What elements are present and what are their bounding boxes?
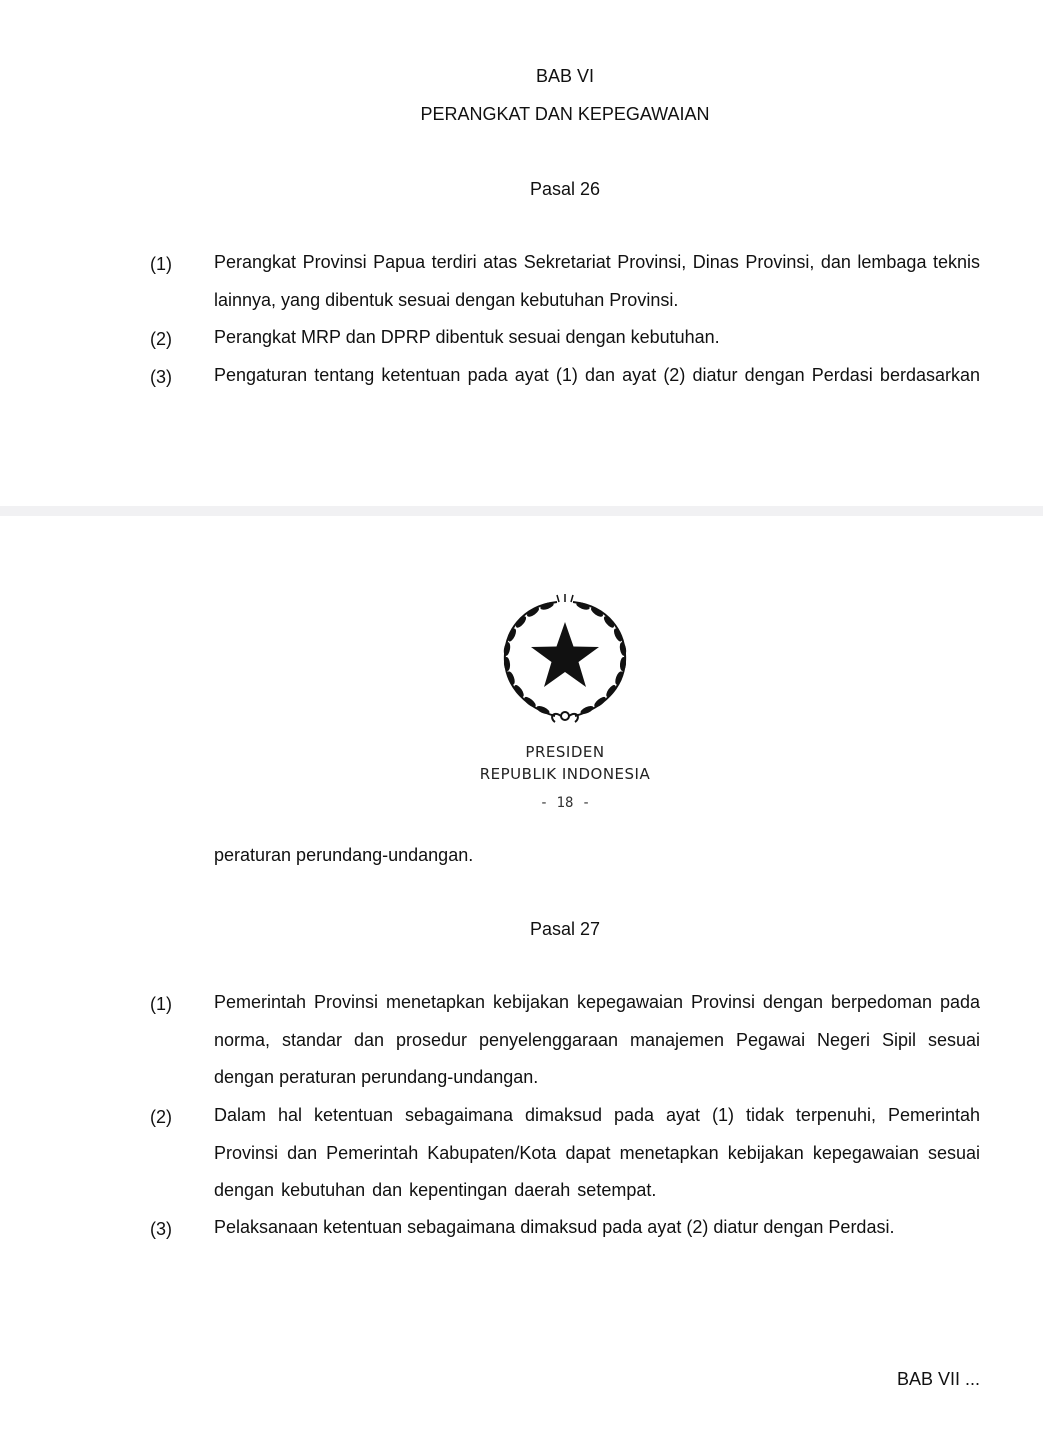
article-heading: Pasal 26 (529, 179, 601, 199)
next-chapter-reference: BAB VII ... (896, 1369, 980, 1389)
garuda-star-wreath-emblem-icon (497, 592, 633, 724)
chapter-heading: BAB VI (535, 66, 595, 86)
item-number: (1) (150, 254, 172, 274)
item-text: Pelaksanaan ketentuan sebagaimana dimaksud pada ayat (2) diatur dengan Perdasi. (214, 1217, 895, 1237)
continuation-text: peraturan perundang-undangan. (214, 845, 474, 865)
item-text: Pengaturan tentang ketentuan pada ayat (1) dan ayat (2) diatur dengan Perdasi berdasarkan (214, 365, 980, 385)
header-line-presiden: PRESIDEN (525, 743, 605, 761)
chapter-title: PERANGKAT DAN KEPEGAWAIAN (420, 104, 710, 124)
page-number: - 18 - (539, 795, 591, 811)
item-text: Pemerintah Provinsi menetapkan kebijakan kepegawaian Provinsi dengan berpedoman pada norma, standar dan prosedur penyelenggaraan manajemen Pegawai Negeri Sipil sesuai dengan peraturan perundang-undangan. (214, 992, 980, 1087)
article-heading: Pasal 27 (529, 919, 601, 939)
header-line-republik: REPUBLIK INDONESIA (479, 765, 651, 783)
item-text: Dalam hal ketentuan sebagaimana dimaksud pada ayat (1) tidak terpenuhi, Pemerintah Provinsi dan Pemerintah Kabupaten/Kota dapat menetapkan kebijakan kepegawaian sesuai dengan kebutuhan dan kepentingan daerah setempat. (214, 1105, 980, 1200)
item-number: (3) (150, 367, 172, 387)
document-page-1 (0, 0, 1043, 506)
document-page-2 (0, 516, 1043, 1445)
item-number: (2) (150, 329, 172, 349)
item-number: (1) (150, 994, 172, 1014)
item-text: Perangkat MRP dan DPRP dibentuk sesuai dengan kebutuhan. (214, 327, 720, 347)
item-number: (3) (150, 1219, 172, 1239)
page-separator (0, 506, 1043, 516)
item-text: Perangkat Provinsi Papua terdiri atas Sekretariat Provinsi, Dinas Provinsi, dan lembaga teknis lainnya, yang dibentuk sesuai dengan kebutuhan Provinsi. (214, 252, 980, 310)
item-number: (2) (150, 1107, 172, 1127)
